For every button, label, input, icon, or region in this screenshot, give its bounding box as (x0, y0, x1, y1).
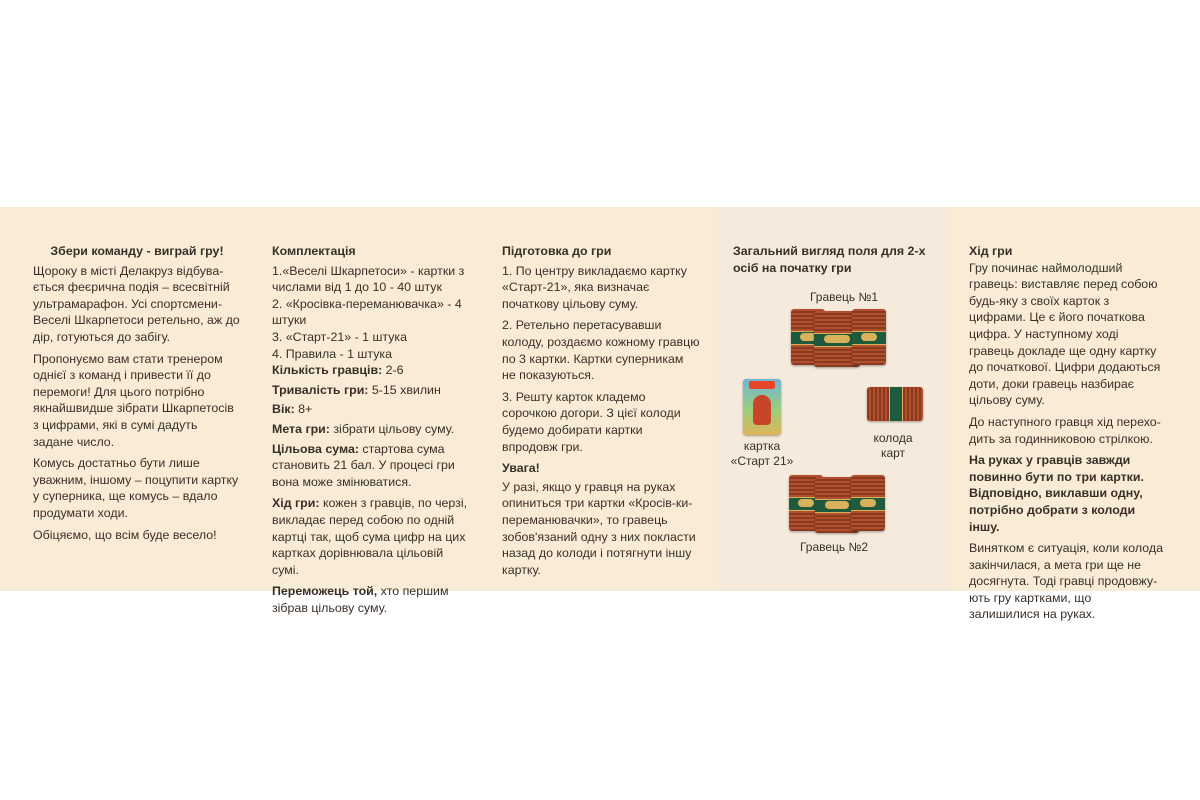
attention-heading: Увага! (502, 461, 540, 476)
goal-line (272, 421, 472, 438)
board-title: Загальний вигляд поля для 2-х осіб на початку гри (733, 244, 926, 275)
goal-value: зібрати цільову суму. (329, 421, 455, 436)
deck-label: колода карт (873, 431, 913, 460)
setup-column (502, 243, 700, 583)
intro-paragraph: Обіцяємо, що всім буде весело! (33, 527, 217, 542)
deck-card (867, 387, 923, 421)
board-layout-panel (719, 207, 947, 591)
contents-item: 4. Правила - 1 штука (272, 346, 392, 361)
intro-paragraph: Щороку в місті Делакруз відбува-ється феєрична подія – всесвітній ультрамарафон. Усі спортсмени-Веселі Шкарпетоси ретельно, аж до дір, готуються до забігу. (33, 263, 240, 344)
setup-step: 3. Решту карток кладемо сорочкою догори. З цієї колоди будемо добирати картки впродовж гри. (502, 389, 681, 454)
age-label: Вік: (272, 402, 295, 417)
contents-item: 2. «Кросівка-переманювачка» - 4 штуки (272, 296, 462, 328)
win-value: хто першим зібрав цільову суму. (272, 584, 449, 615)
duration-line (272, 382, 472, 399)
gameplay-paragraph: До наступного гравця хід перехо-дить за годинниковою стрілкою. (969, 414, 1161, 446)
gameplay-paragraph: Винятком є ситуація, коли колода закінчилася, а мета гри ще не досягнута. Тоді гравці продовжу-ють гру картками, що залишилися на руках. (969, 541, 1163, 622)
setup-title: Підготовка до гри (502, 244, 612, 258)
contents-title: Комплектація (272, 244, 356, 258)
goal-label: Мета гри: (272, 421, 330, 436)
player-2-label: Гравець №2 (799, 540, 869, 554)
contents-column (272, 243, 472, 621)
turn-line (272, 495, 472, 578)
contents-list (272, 263, 472, 363)
gameplay-column (969, 243, 1165, 628)
turn-label: Хід гри: (272, 496, 320, 511)
gameplay-rule: На руках у гравців завжди повинно бути по три картки. Відповідно, виклавши одну, потрібно добрати з колоди іншу. (969, 453, 1144, 534)
rules-sheet (0, 207, 1200, 622)
intro-paragraph: Пропонуємо вам стати тренером однієї з команд і привести її до перемоги! Для цього потрібно якнайшвидше зібрати Шкарпетосів з цифрами, які в сумі дадуть задане число. (33, 351, 234, 449)
players-label: Кількість гравців: (272, 363, 383, 378)
intro-title: Збери команду - виграй гру! (50, 244, 224, 258)
contents-item: 1.«Веселі Шкарпетоси» - картки з числами від 1 до 10 - 40 штук (272, 263, 465, 295)
players-line (272, 362, 472, 379)
win-line (272, 583, 472, 616)
contents-item: 3. «Старт-21» - 1 штука (272, 329, 408, 344)
gameplay-paragraph: Гру починає наймолодший гравець: виставляє перед собою будь-яку з своїх карток з цифрами. Це є його початкова цифра. У наступному ході гравець докладе ще одну картку до початкової. Цифри додаються доти, доки гравець назбирає цільову суму. (969, 260, 1161, 408)
intro-paragraph: Комусь достатньо бути лише уважним, іншому – поцупити картку у суперника, ще комусь – вдало продумати ходи. (33, 456, 239, 520)
player-1-label: Гравець №1 (809, 290, 879, 304)
setup-step: 1. По центру викладаємо картку «Старт-21», яка визначає початкову цільову суму. (502, 263, 687, 311)
target-value: стартова сума становить 21 бал. У процесі гри вона може змінюватися. (272, 441, 455, 489)
target-line (272, 441, 472, 491)
attention-text: У разі, якщо у гравця на руках опиниться три картки «Кросів-ки-переманювачки», то гравець зобов'язаний одну з них покласти назад до колоди і потягнути іншу картку. (502, 479, 696, 577)
duration-value: 5-15 хвилин (368, 382, 441, 397)
player-2-card (851, 475, 885, 531)
turn-value: кожен з гравців, по черзі, викладає перед собою по одній картці так, щоб сума цифр на цих картках дорівнювала цільовій сумі. (272, 496, 468, 577)
start-21-card (743, 379, 781, 435)
setup-step: 2. Ретельно перетасувавши колоду, роздаємо кожному гравцю по 3 картки. Картки суперникам не показуються. (502, 318, 700, 383)
duration-label: Тривалість гри: (272, 382, 369, 397)
player-1-card (852, 309, 886, 365)
intro-column (33, 243, 241, 548)
players-value: 2-6 (382, 363, 404, 378)
age-value: 8+ (294, 402, 313, 417)
win-label: Переможець той, (272, 584, 378, 599)
gameplay-title: Хід гри (969, 244, 1013, 258)
age-line (272, 401, 472, 418)
start-card-label: картка «Старт 21» (730, 439, 794, 468)
target-label: Цільова сума: (272, 441, 359, 456)
